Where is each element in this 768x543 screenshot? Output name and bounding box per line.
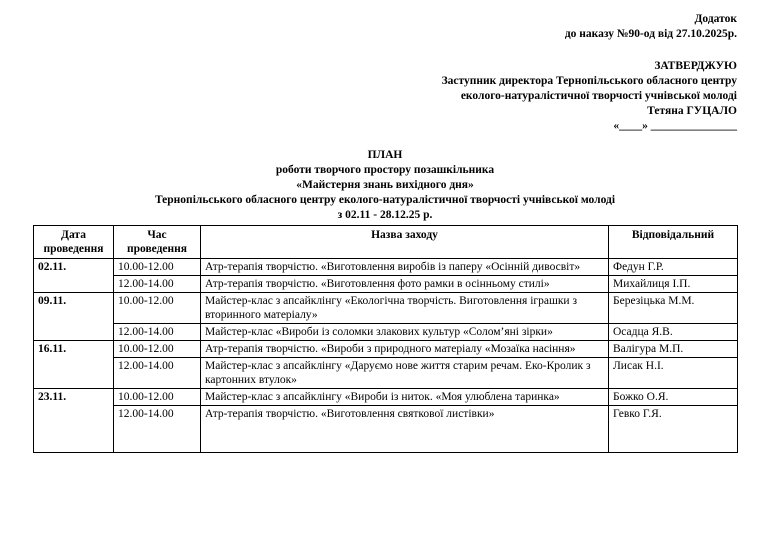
table-row <box>34 259 738 276</box>
table-row <box>34 406 738 453</box>
responsible-cell: Лисак Н.І. <box>609 358 738 389</box>
plan-title-line5: з 02.11 - 28.12.25 р. <box>337 209 433 221</box>
annex-order-line: до наказу №90-од від 27.10.2025р. <box>564 28 737 40</box>
date-cell: 02.11. <box>34 259 114 293</box>
event-cell: Атр-терапія творчістю. «Виготовлення святкової листівки» <box>201 406 609 453</box>
event-cell: Майстер-клас з апсайклінгу «Вироби із ниток. «Моя улюблена таринка» <box>201 389 609 406</box>
table-header-row <box>34 226 738 259</box>
header-cell-time: Час проведення <box>114 226 201 259</box>
responsible-cell: Федун Г.Р. <box>609 259 738 276</box>
plan-title-line2: роботи творчого простору позашкільника <box>275 164 495 176</box>
time-cell: 10.00-12.00 <box>114 389 201 406</box>
time-cell: 10.00-12.00 <box>114 341 201 358</box>
event-cell: Майстер-клас з апсайклінгу «Даруємо нове життя старим речам. Еко-Кролик з картонних втулок» <box>201 358 609 389</box>
date-cell: 23.11. <box>34 389 114 453</box>
table-row <box>34 358 738 389</box>
time-cell: 12.00-14.00 <box>114 406 201 453</box>
event-cell: Атр-терапія творчістю. «Виготовлення виробів із паперу «Осінній дивосвіт» <box>201 259 609 276</box>
plan-title-line3: «Майстерня знань вихідного дня» <box>296 179 474 191</box>
plan-title-block <box>33 148 737 223</box>
responsible-cell: Березіцька М.М. <box>609 293 738 324</box>
time-cell: 12.00-14.00 <box>114 276 201 293</box>
table-row <box>34 389 738 406</box>
event-cell: Майстер-клас «Вироби із соломки злакових культур «Солом’яні зірки» <box>201 324 609 341</box>
approver-title-line1: Заступник директора Тернопільського обласного центру <box>441 75 737 87</box>
plan-title-line4: Тернопільського обласного центру еколого-натуралістичної творчості учнівської молоді <box>154 194 616 206</box>
time-cell: 10.00-12.00 <box>114 293 201 324</box>
header-cell-responsible: Відповідальний <box>609 226 738 259</box>
time-cell: 12.00-14.00 <box>114 324 201 341</box>
date-cell: 16.11. <box>34 341 114 389</box>
responsible-cell: Валігура М.П. <box>609 341 738 358</box>
table-row <box>34 324 738 341</box>
event-cell: Атр-терапія творчістю. «Вироби з природного матеріалу «Мозаїка насіння» <box>201 341 609 358</box>
annex-block <box>33 12 737 42</box>
time-cell: 10.00-12.00 <box>114 259 201 276</box>
table-row <box>34 276 738 293</box>
time-cell: 12.00-14.00 <box>114 358 201 389</box>
table-row <box>34 341 738 358</box>
plan-title-line1: ПЛАН <box>367 149 403 161</box>
date-cell: 09.11. <box>34 293 114 341</box>
approver-title-line2: еколого-натуралістичної творчості учнівської молоді <box>460 90 737 102</box>
responsible-cell: Божко О.Я. <box>609 389 738 406</box>
responsible-cell: Михайлиця І.П. <box>609 276 738 293</box>
annex-label: Додаток <box>694 13 737 25</box>
header-cell-date: Дата проведення <box>34 226 114 259</box>
approve-label: ЗАТВЕРДЖУЮ <box>654 60 737 72</box>
approver-name: Тетяна ГУЦАЛО <box>647 105 737 117</box>
event-cell: Атр-терапія творчістю. «Виготовлення фото рамки в осінньому стилі» <box>201 276 609 293</box>
table-row <box>34 293 738 324</box>
responsible-cell: Гевко Г.Я. <box>609 406 738 453</box>
event-cell: Майстер-клас з апсайклінгу «Екологічна творчість. Виготовлення іграшки з вторинного матеріалу» <box>201 293 609 324</box>
header-cell-event: Назва заходу <box>201 226 609 259</box>
signature-date-line: «____» _______________ <box>613 120 737 132</box>
approval-block <box>33 59 737 134</box>
schedule-table <box>33 225 738 453</box>
responsible-cell: Осадца Я.В. <box>609 324 738 341</box>
